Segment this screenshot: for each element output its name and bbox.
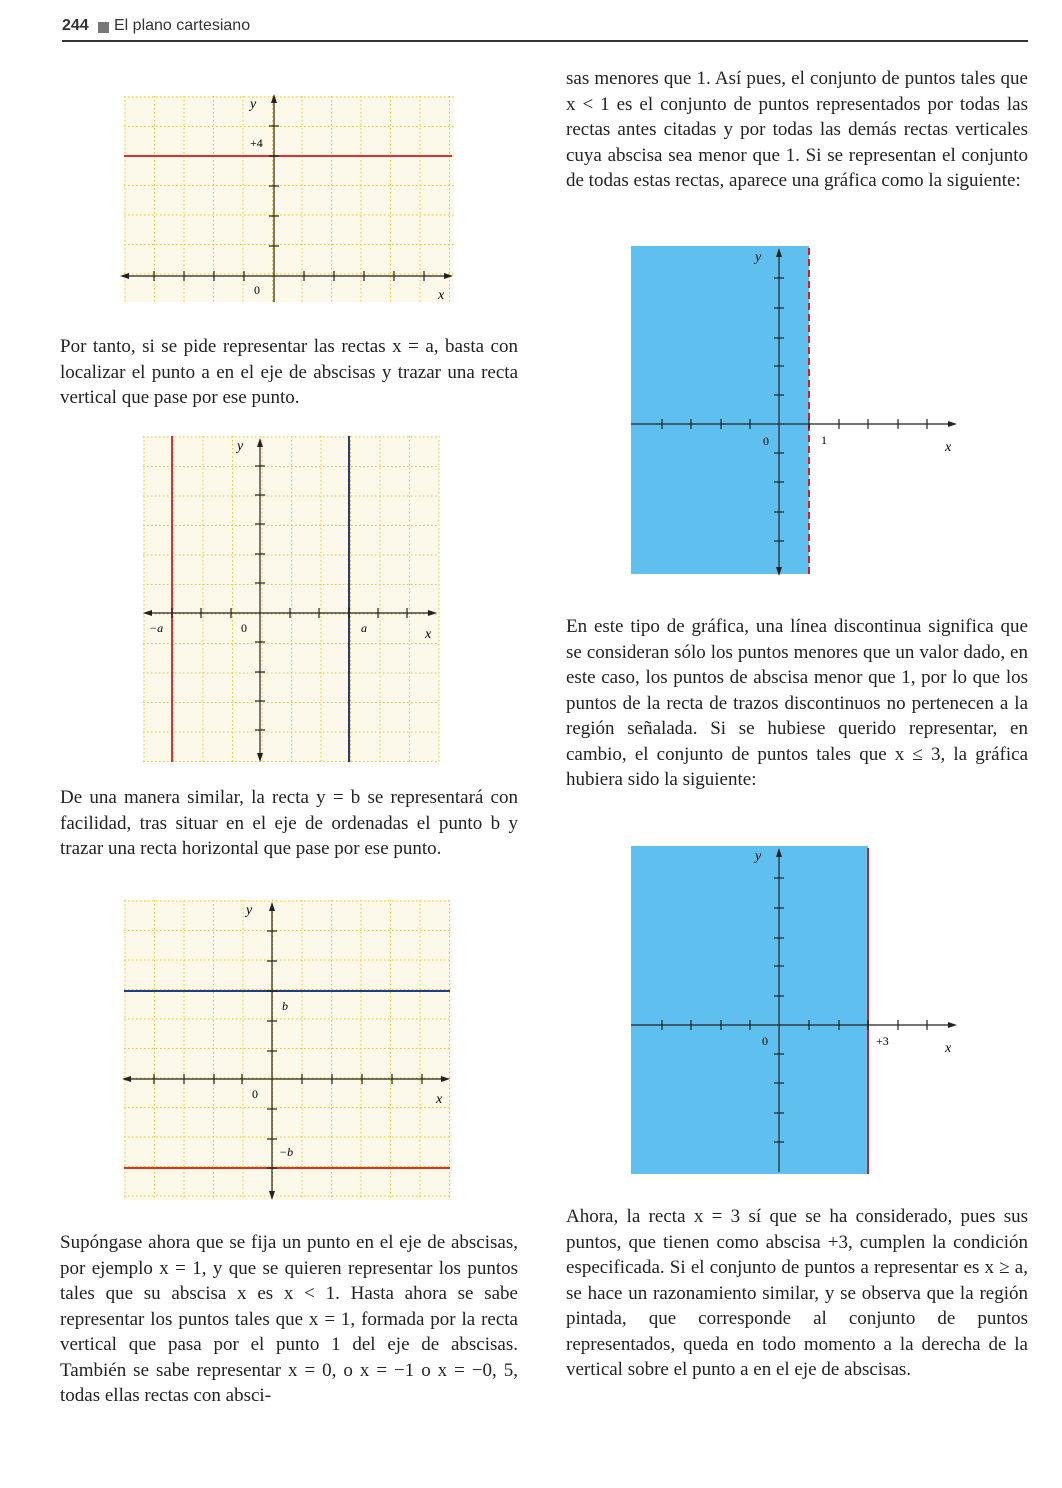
- b-label: b: [282, 999, 288, 1013]
- origin-label: 0: [762, 1034, 768, 1048]
- line-value-label: +4: [250, 136, 263, 150]
- y-axis-label: y: [755, 849, 762, 864]
- section-title: El plano cartesiano: [114, 17, 251, 34]
- right-paragraph-2: En este tipo de gráfica, una línea discontinua significa que se consideran sólo los puntos menores que un valor dado, en este caso, los puntos de abscisa menor que 1, por lo que los puntos de la recta de trazos discontinuos no pertenecen a la región señalada. Si se hubiese querido representar, en cambio, el conjunto de puntos tales que x ≤ 3, la gráfica hubiera sido la siguiente:: [566, 616, 1028, 790]
- figure-region-x-leq-3: [631, 846, 961, 1176]
- origin-label: 0: [241, 621, 247, 635]
- x-axis-label: x: [436, 1092, 443, 1107]
- x-axis-label: x: [425, 627, 432, 642]
- minus-a-label: −a: [149, 621, 164, 635]
- y-axis-label: y: [755, 250, 762, 265]
- shaded-region: [631, 246, 809, 574]
- boundary-label: +3: [876, 1034, 889, 1048]
- shaded-region: [631, 846, 868, 1174]
- figure-horizontal-line: [124, 96, 454, 302]
- right-paragraph-3: Ahora, la recta x = 3 sí que se ha considerado, pues sus puntos, que tienen como abscisa +3, cumplen la condición especificada. Si el conjunto de puntos a representar es x ≥ a, se hace un razonamiento similar, y se observa que la región pintada, que corresponde al conjunto de puntos representados, queda en todo momento a la derecha de la vertical sobre el punto a en el eje de abscisas.: [566, 1206, 1028, 1380]
- origin-label: 0: [252, 1087, 258, 1101]
- minus-b-label: −b: [279, 1145, 294, 1159]
- boundary-label: 1: [821, 433, 827, 447]
- a-label: a: [361, 621, 367, 635]
- x-axis-label: x: [945, 1041, 952, 1056]
- y-axis-label: y: [237, 439, 244, 454]
- grid: [124, 96, 454, 302]
- y-axis-label: y: [250, 97, 257, 112]
- x-axis-label: x: [945, 440, 952, 455]
- right-paragraph-1: sas menores que 1. Así pues, el conjunto de puntos tales que x < 1 es el conjunto de puntos representados por todas las rectas antes citadas y por todas las demás rectas verticales cuya abscisa sea menor que 1. Si se representan el conjunto de todas estas rectas, aparece una gráfica como la siguiente:: [566, 68, 1028, 191]
- origin-label: 0: [763, 434, 769, 448]
- origin-label: 0: [254, 283, 260, 297]
- x-axis-arrow-icon: [948, 1022, 957, 1028]
- figure-region-x-less-than-1: [631, 246, 961, 576]
- figure-vertical-lines: [143, 436, 439, 762]
- figure-horizontal-lines: [124, 900, 452, 1200]
- header-square-icon: [98, 22, 109, 33]
- grid: [143, 436, 439, 762]
- x-axis-arrow-icon: [948, 421, 957, 427]
- page-header: [62, 14, 1028, 42]
- left-paragraph-1: Por tanto, si se pide representar las rectas x = a, basta con localizar el punto a en el eje de abscisas y trazar una recta vertical que pase por ese punto.: [60, 336, 518, 408]
- left-paragraph-2: De una manera similar, la recta y = b se representará con facilidad, tras situar en el eje de ordenadas el punto b y trazar una recta horizontal que pase por ese punto.: [60, 787, 518, 859]
- y-axis-label: y: [246, 903, 253, 918]
- left-paragraph-3: Supóngase ahora que se fija un punto en el eje de abscisas, por ejemplo x = 1, y que se quieren representar los puntos tales que su abscisa x es x < 1. Hasta ahora se sabe representar los puntos tales que x = 1, formada por la recta vertical que pasa por el punto 1 del eje de abscisas. También se sabe representar x = 0, o x = −1 o x = −0, 5, todas ellas rectas con absci-: [60, 1232, 518, 1406]
- x-axis-label: x: [438, 288, 445, 303]
- page-number: 244: [62, 17, 89, 34]
